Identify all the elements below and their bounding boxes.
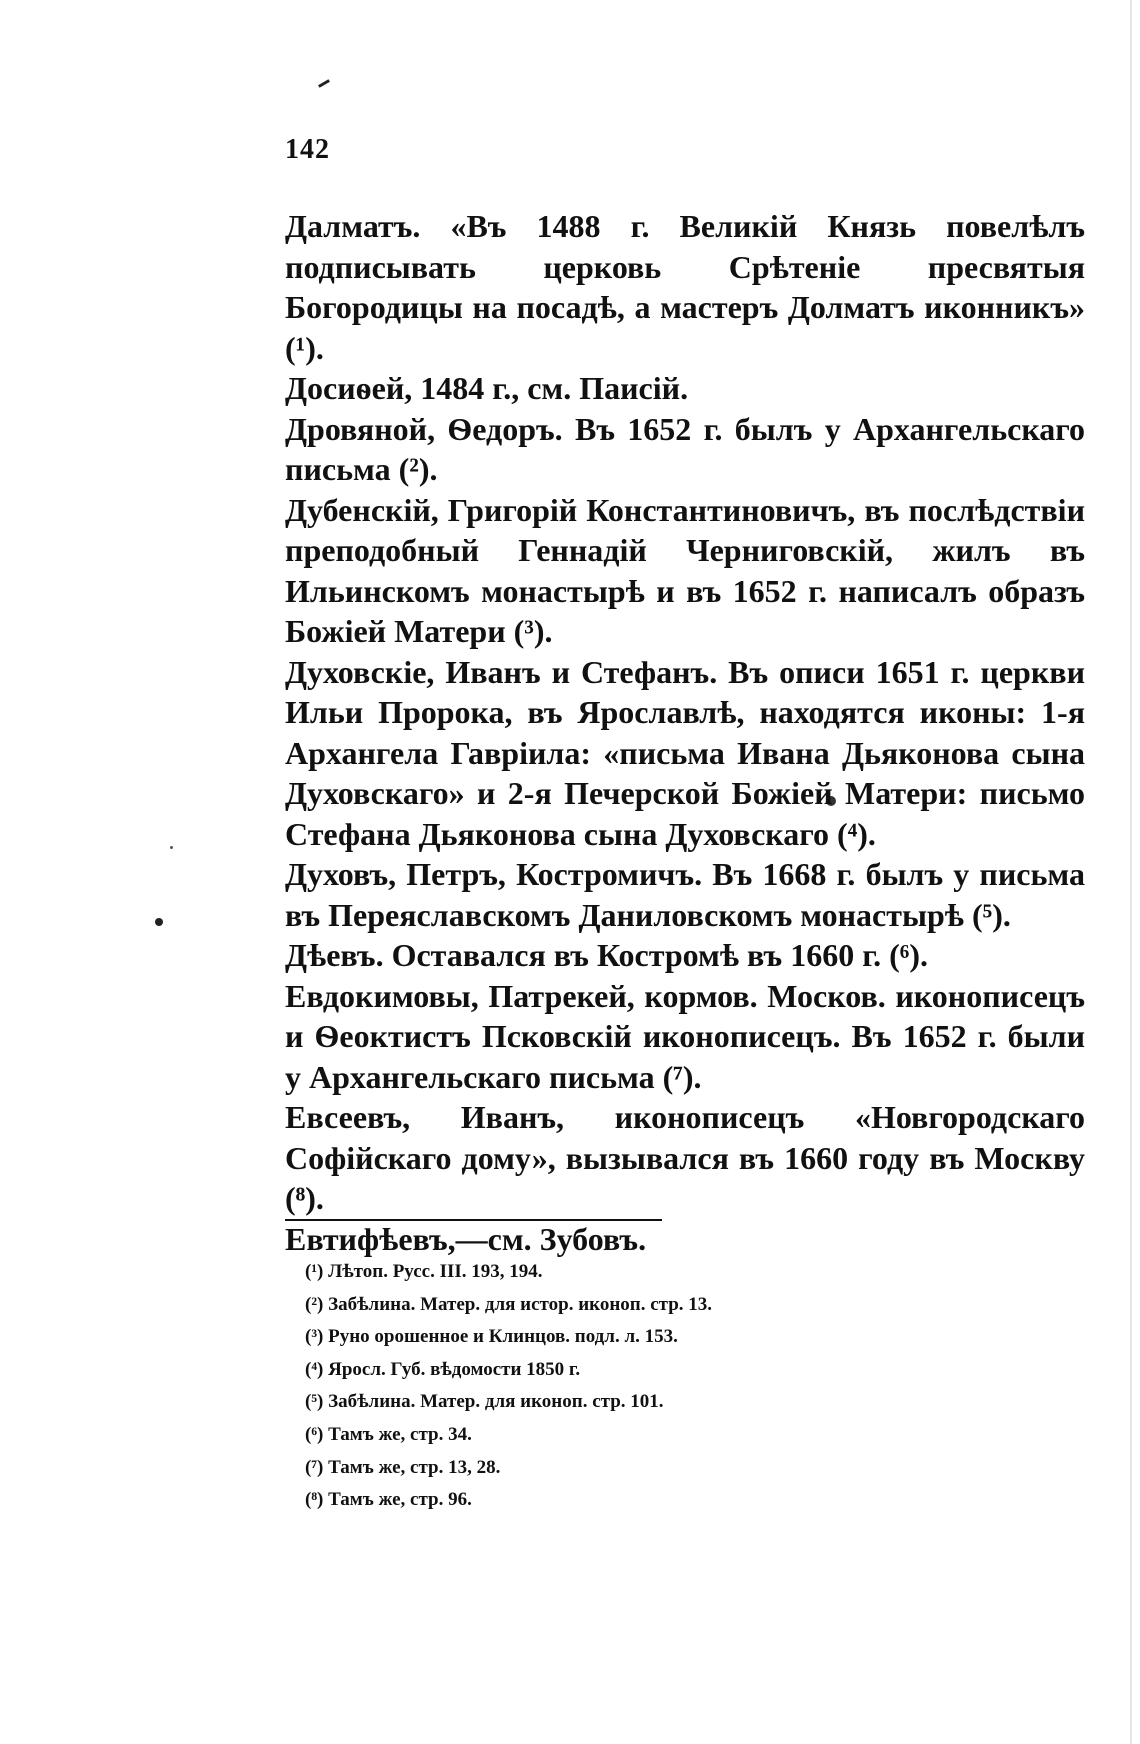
page-number: 142: [285, 134, 330, 165]
footnote-divider: [285, 1219, 662, 1221]
ink-mark: [318, 79, 330, 88]
footnote: (⁴) Яросл. Губ. вѣдомости 1850 г.: [305, 1358, 581, 1380]
footnote: (¹) Лѣтоп. Русс. III. 193, 194.: [305, 1261, 543, 1282]
entry: Евдокимовы, Патрекей, кормов. Москов. иконописецъ и Ѳеоктистъ Псковскій иконописецъ. Въ 1652 г. были у Архангельскаго письма (⁷).: [285, 977, 1085, 1095]
entry: Далматъ. «Въ 1488 г. Великій Князь повелѣлъ подписывать церковь Срѣтеніе пресвятыя Богородицы на посадѣ, а мастеръ Долматъ иконникъ» (¹).: [285, 208, 1085, 366]
footnote: (⁷) Тамъ же, стр. 13, 28.: [305, 1456, 501, 1478]
footnote: (⁸) Тамъ же, стр. 96.: [305, 1489, 472, 1511]
entry: Духовскіе, Иванъ и Стефанъ. Въ описи 1651 г. церкви Ильи Пророка, въ Ярославлѣ, находятся иконы: 1-я Архангела Гавріила: «письма Ивана Дьяконова сына Духовскаго» и 2-я Печерской Божіей Матери: письмо Стефана Дьяконова сына Духовскаго (⁴).: [285, 653, 1085, 852]
entry: Дровяной, Ѳедоръ. Въ 1652 г. былъ у Архангельскаго письма (²).: [285, 410, 1085, 487]
entry: Евсеевъ, Иванъ, иконописецъ «Новгородскаго Софійскаго дому», вызывался въ 1660 году въ Москву (⁸).: [285, 1099, 1085, 1216]
ink-dot: [155, 918, 163, 926]
dictionary-entries: [285, 206, 1085, 1259]
footnote: (⁵) Забѣлина. Матер. для иконоп. стр. 101.: [305, 1391, 664, 1413]
entry: Дубенскій, Григорій Константиновичъ, въ послѣдствіи преподобный Геннадій Черниговскій, жилъ въ Ильинскомъ монастырѣ и въ 1652 г. написалъ образъ Божіей Матери (³).: [285, 491, 1085, 649]
ink-speck: [170, 846, 173, 849]
entry: Евтифѣевъ,—см. Зубовъ.: [285, 1220, 647, 1257]
footnote: (³) Руно орошенное и Клинцов. подл. л. 153.: [305, 1326, 678, 1348]
footnote: (⁶) Тамъ же, стр. 34.: [305, 1423, 472, 1445]
footnotes: [305, 1256, 1065, 1517]
entry: Духовъ, Петръ, Костромичъ. Въ 1668 г. былъ у письма въ Переяславскомъ Даниловскомъ монастырѣ (⁵).: [285, 856, 1085, 933]
entry: Дѣевъ. Оставался въ Костромѣ въ 1660 г. (⁶).: [285, 937, 929, 973]
entry: Досиѳей, 1484 г., см. Паисій.: [285, 370, 689, 406]
footnote: (²) Забѣлина. Матер. для истор. иконоп. стр. 13.: [305, 1293, 713, 1315]
page-edge: [1130, 0, 1132, 1744]
